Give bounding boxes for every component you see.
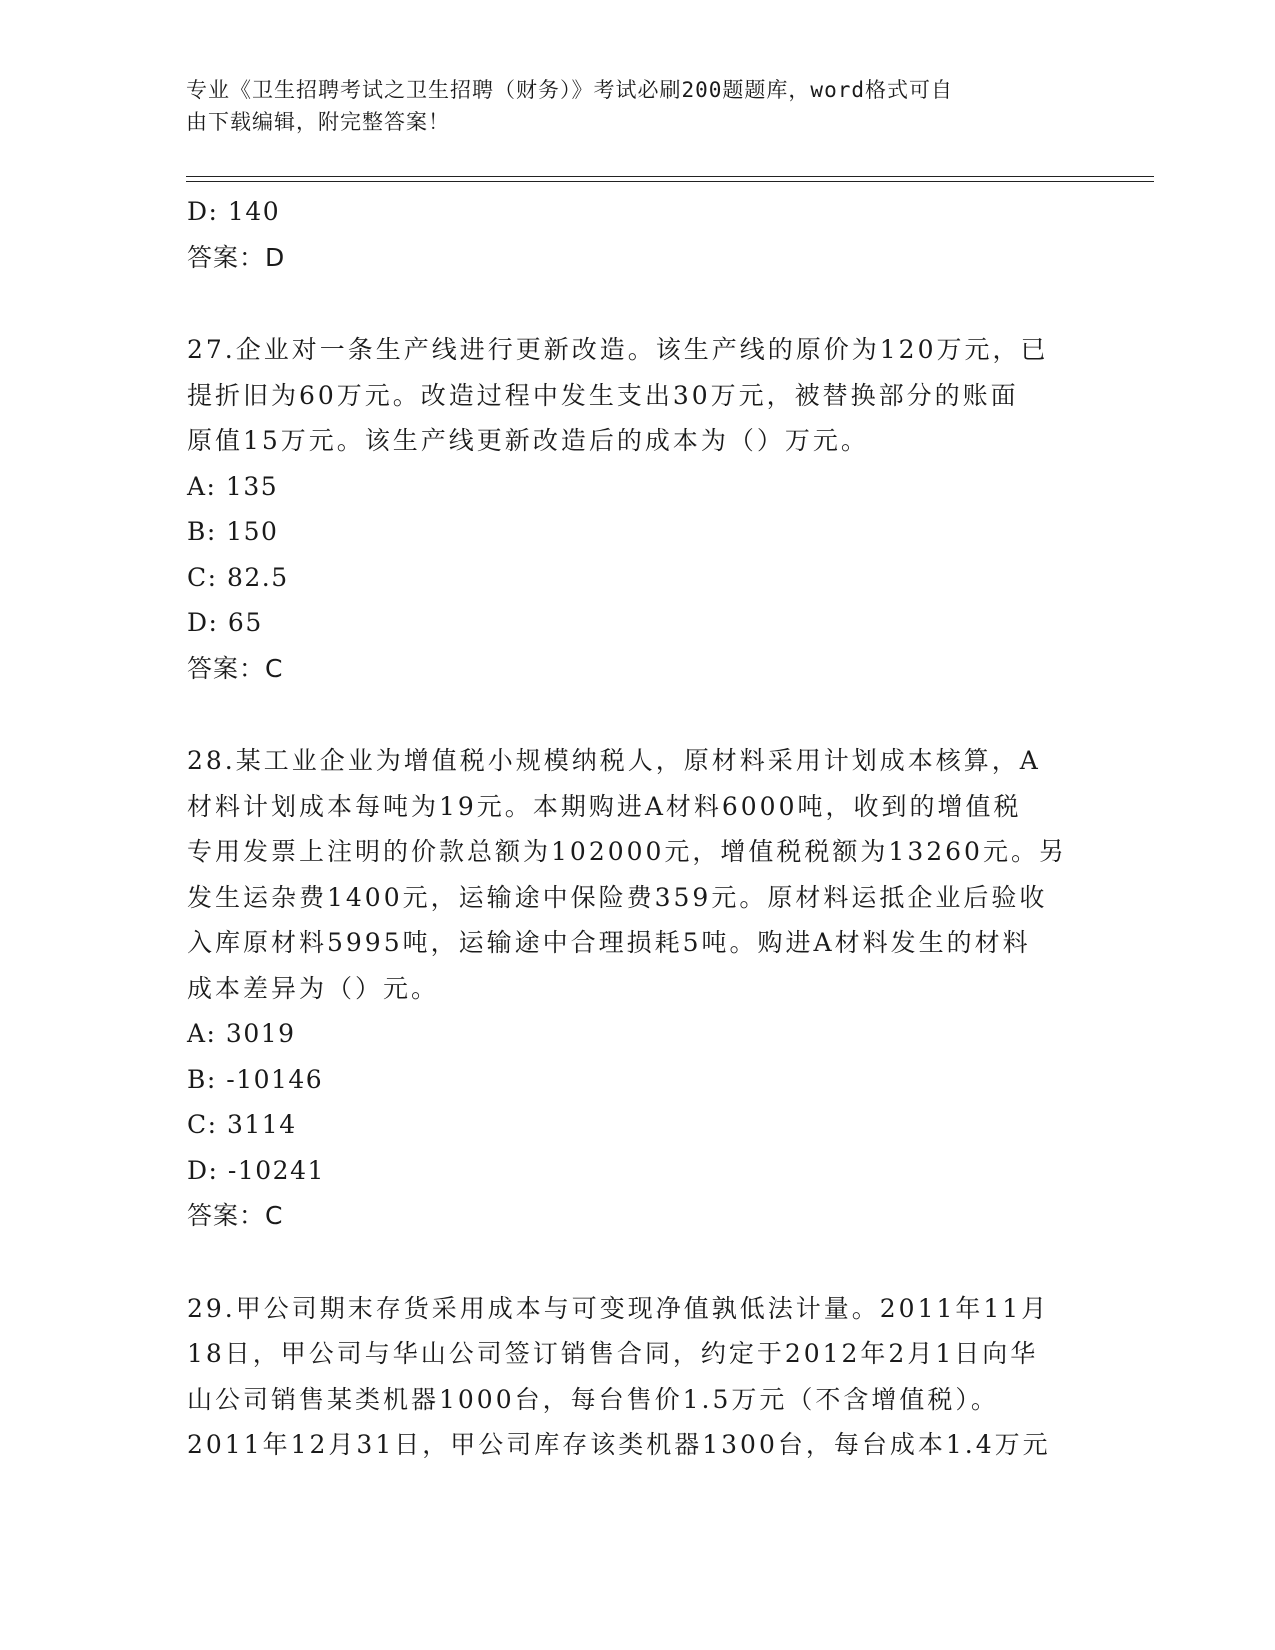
question-text-line: 2011年12月31日，甲公司库存该类机器1300台，每台成本1.4万元	[187, 1430, 1051, 1459]
option-b: B: 150	[187, 517, 279, 546]
question-text-line: 成本差异为（）元。	[187, 973, 440, 1003]
option-c: C: 3114	[187, 1110, 297, 1139]
question-29	[187, 1286, 1087, 1468]
question-text-line: 入库原材料5995吨，运输途中合理损耗5吨。购进A材料发生的材料	[187, 928, 1031, 957]
question-text-line: 28.某工业企业为增值税小规模纳税人，原材料采用计划成本核算，A	[187, 746, 1041, 775]
question-27	[187, 327, 1087, 691]
question-28	[187, 738, 1087, 1239]
question-text-line: 材料计划成本每吨为19元。本期购进A材料6000吨，收到的增值税	[187, 791, 1022, 821]
question-text-line: 山公司销售某类机器1000台，每台售价1.5万元（不含增值税）。	[187, 1384, 999, 1414]
answer: 答案：D	[187, 242, 286, 272]
option-b: B: -10146	[187, 1064, 324, 1094]
answer: 答案：C	[187, 1201, 284, 1230]
page-header	[186, 74, 1086, 138]
option-d: D: 65	[187, 608, 263, 637]
option-d: D: -10241	[187, 1155, 325, 1185]
header-divider-second	[186, 181, 1154, 182]
option-c: C: 82.5	[187, 562, 289, 592]
question-text-line: 提折旧为60万元。改造过程中发生支出30万元，被替换部分的账面	[187, 380, 1019, 410]
header-divider	[186, 176, 1154, 177]
option-d: D: 140	[187, 197, 281, 226]
option-a: A: 135	[187, 471, 279, 501]
question-text-line: 27.企业对一条生产线进行更新改造。该生产线的原价为120万元，已	[187, 335, 1049, 364]
question-text-line: 18日，甲公司与华山公司签订销售合同，约定于2012年2月1日向华	[187, 1339, 1039, 1368]
answer: 答案：C	[187, 653, 284, 683]
question-text-line: 发生运杂费1400元，运输途中保险费359元。原材料运抵企业后验收	[187, 882, 1048, 912]
document-body	[187, 189, 1087, 1468]
question-text-line: 29.甲公司期末存货采用成本与可变现净值孰低法计量。2011年11月	[187, 1293, 1050, 1323]
question-text-line: 专用发票上注明的价款总额为102000元，增值税税额为13260元。另	[187, 837, 1067, 866]
header-line-1: 专业《卫生招聘考试之卫生招聘（财务）》考试必刷200题题库，word格式可自	[186, 78, 953, 102]
option-a: A: 3019	[187, 1019, 296, 1048]
question-text-line: 原值15万元。该生产线更新改造后的成本为（）万元。	[187, 426, 869, 455]
header-line-2: 由下载编辑，附完整答案！	[186, 110, 450, 134]
